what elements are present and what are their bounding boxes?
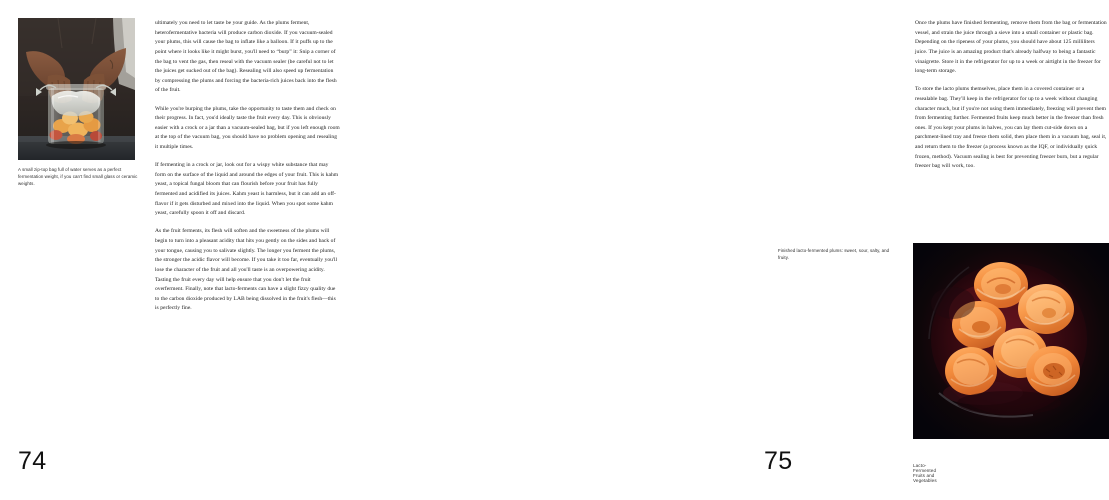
jar-photo-illustration bbox=[18, 18, 135, 160]
hands-pressing-zip-bag-into-plum-jar-photo bbox=[18, 18, 135, 160]
plums-photo-illustration bbox=[913, 243, 1109, 439]
paragraph: To store the lacto plums themselves, place them in a covered container or a resealable bag. They'll keep in the refrigerator for up to a week without changing character much, but if you're not using them immediately, freezing will prevent them from fermenting further. Fermented fruits keep much better in the freezer than fresh ones. If you kept your plums in halves, you can lay them cut-side down on a parchment-lined tray and freeze them solid, then place them in a vacuum bag, seal it, and return them to the freezer (a process known as the IQF, or individually quick frozen, method). Vacuum sealing is best for preventing freezer burn, but a regular freezer bag will work, too. bbox=[915, 86, 1107, 170]
paragraph: ultimately you need to let taste be your guide. As the plums ferment, heterofermentative bacteria will produce carbon dioxide. If you vacuum-sealed your plums, this will cause the bag to inflate like a balloon. If it puffs up to the point where it looks like it might burst, you'll need to “burp” it: Snip a corner of the bag to vent the gas, then reseal with the vacuum sealer (be careful not to let the juices get sucked out of the bag). Resealing will also speed up fermentation by compressing the plums and forcing the bacteria-rich juices back into the flesh of the fruit. bbox=[155, 20, 337, 94]
paragraph: Once the plums have finished fermenting, remove them from the bag or fermentation vessel, and strain the juice through a sieve into a small container or plastic bag. Depending on the ripeness of your plums, you should have about 125 milliliters juice. The juice is an amazing product that's already halfway to being a fantastic vinaigrette. Store it in the refrigerator for up to a week or airtight in the freezer for long-term storage. bbox=[915, 20, 1107, 75]
page-number-left: 74 bbox=[18, 447, 47, 475]
paragraph: As the fruit ferments, its flesh will soften and the sweetness of the plums will begin to turn into a pleasant acidity that hits you gently on the sides and back of your tongue, causing you to salivate slightly. The longer you ferment the plums, the stronger the acidic flavor will become. If you take it too far, eventually you'll lose the character of the fruit and all you'll taste is an overpowering acidity. Tasting the fruit every day will help ensure that you don't let the fruit overferment. Finally, note that lacto-ferments can have a slight fizzy quality due to the carbon dioxide produced by LAB being dissolved in the fruit's flesh—this is perfectly fine. bbox=[155, 228, 338, 312]
left-page bbox=[0, 0, 375, 500]
running-footer-chapter-title: Lacto-Fermented Fruits and Vegetables bbox=[913, 463, 937, 483]
right-page bbox=[375, 0, 1107, 500]
paragraph: If fermenting in a crock or jar, look out for a wispy white substance that may form on the surface of the liquid and around the edges of your fruit. This is kahm yeast, a topical fungal bloom that can flourish before your fruit has fully fermented and acidified its juices. Kahm yeast is harmless, but it can add an off-flavor if it gets disturbed and mixed into the liquid. When you spot some kahm yeast, carefully spoon it off and discard. bbox=[155, 162, 339, 217]
jar-photo-caption: A small zip-top bag full of water serves as a perfect fermentation weight, if you can't find small glass or ceramic weights. bbox=[18, 167, 138, 187]
plums-photo-caption: Finished lacto-fermented plums: sweet, sour, salty, and fruity. bbox=[778, 248, 890, 261]
right-page-body-column bbox=[915, 19, 1107, 180]
left-page-body-column bbox=[155, 19, 340, 323]
paragraph: While you're burping the plums, take the opportunity to taste them and check on their progress. In fact, you'd ideally taste the fruit every day. This is obviously easier with a crock or a jar than a vacuum-sealed bag, but if you left enough room at the top of the vacuum bag, you should have no problem opening and resealing it multiple times. bbox=[155, 105, 340, 151]
finished-lacto-fermented-plum-halves-photo bbox=[913, 243, 1109, 439]
page-number-right: 75 bbox=[764, 447, 793, 475]
